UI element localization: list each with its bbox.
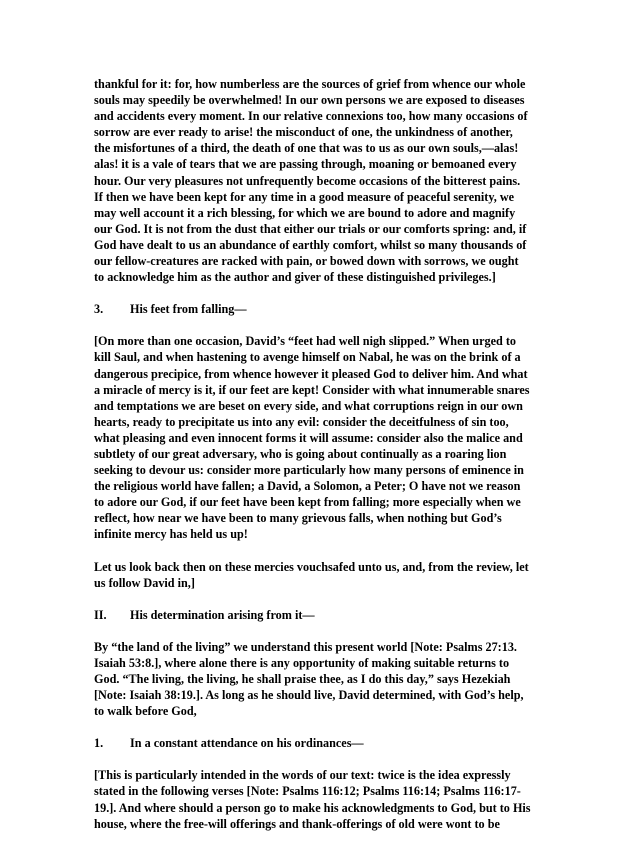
text-line: [This is particularly intended in the words of our text: twice is the idea expressly — [94, 768, 511, 783]
heading-text: His feet from falling— — [130, 302, 247, 317]
paragraph-look-back — [94, 559, 564, 591]
text-line: stated in the following verses [Note: Psalms 116:12; Psalms 116:14; Psalms 116:17- — [94, 784, 521, 799]
heading-number: 3. — [94, 302, 104, 317]
text-line: a miracle of mercy is it, if our feet are kept! Consider with what innumerable snares — [94, 382, 530, 397]
text-line: thankful for it: for, how numberless are the sources of grief from whence our whole — [94, 77, 526, 91]
paragraph-thankful — [94, 76, 564, 285]
text-line: the religious world have fallen; a David, a Solomon, a Peter; O have not we reason — [94, 479, 521, 494]
paragraph-land-of-living — [94, 639, 564, 719]
text-line: hearts, ready to precipitate us into any evil: consider the deceitfulness of sin too, — [94, 414, 509, 429]
text-line: seeking to devour us: consider more particularly how many persons of eminence in — [94, 463, 524, 478]
text-line: 19.]. And where should a person go to make his acknowledgments to God, but to His — [94, 800, 531, 815]
paragraph-feet — [94, 333, 564, 542]
text-line: Let us look back then on these mercies vouchsafed unto us, and, from the review, let — [94, 559, 529, 574]
heading-number: II. — [94, 607, 107, 622]
text-line: house, where the free-will offerings and thank-offerings of old were wont to be — [94, 816, 500, 831]
text-line: [Note: Isaiah 38:19.]. As long as he should live, David determined, with God’s help, — [94, 688, 524, 703]
text-line: us follow David in,] — [94, 575, 195, 590]
text-line: infinite mercy has held us up! — [94, 527, 248, 542]
text-line: and accidents every moment. In our relative connexions too, how many occasions of — [94, 109, 528, 124]
text-line: sorrow are ever ready to arise! the misconduct of one, the unkindness of another, — [94, 125, 513, 140]
text-line: God. “The living, the living, he shall praise thee, as I do this day,” says Hezekiah — [94, 672, 511, 686]
section-heading-ii — [94, 607, 564, 623]
text-line: our God. It is not from the dust that either our trials or our comforts spring: and, if — [94, 221, 527, 236]
text-line: God have dealt to us an abundance of earthly comfort, whilst so many thousands of — [94, 237, 527, 252]
text-line: to acknowledge him as the author and giver of these distinguished privileges.] — [94, 270, 496, 285]
text-line: reflect, how near we have been to many grievous falls, when nothing but God’s — [94, 511, 502, 526]
text-line: the misfortunes of a third, the death of one that was to us as our own souls,—alas! — [94, 141, 519, 156]
text-line: what pleasing and even innocent forms it will assume: consider also the malice and — [94, 430, 523, 445]
text-line: our fellow-creatures are racked with pain, or bowed down with sorrows, we ought — [94, 254, 519, 269]
text-line: to adore our God, if our feet have been kept from falling; more especially when we — [94, 495, 521, 510]
document-page — [94, 76, 564, 848]
text-line: and temptations we are beset on every side, and what corruptions reign in our own — [94, 398, 523, 413]
heading-number: 1. — [94, 736, 104, 751]
text-line: kill Saul, and when hastening to avenge himself on Nabal, he was on the brink of a — [94, 350, 521, 365]
text-line: hour. Our very pleasures not unfrequently become occasions of the bitterest pains. — [94, 173, 521, 188]
paragraph-ordinances — [94, 767, 564, 831]
text-line: Isaiah 53:8.], where alone there is any opportunity of making suitable returns to — [94, 655, 510, 670]
text-line: subtlety of our great adversary, who is going about continually as a roaring lion — [94, 446, 507, 461]
text-line: may well account it a rich blessing, for which we are bound to adore and magnify — [94, 205, 516, 220]
text-line: alas! it is a vale of tears that we are passing through, moaning or bemoaned every — [94, 157, 517, 172]
text-line: to walk before God, — [94, 704, 197, 719]
section-heading-1 — [94, 735, 564, 751]
text-line: [On more than one occasion, David’s “feet had well nigh slipped.” When urged to — [94, 334, 516, 349]
heading-text: His determination arising from it— — [130, 607, 315, 622]
text-line: dangerous precipice, from whence however it pleased God to deliver him. And what — [94, 366, 528, 381]
text-line: If then we have been kept for any time in a good measure of peaceful serenity, we — [94, 189, 515, 204]
heading-text: In a constant attendance on his ordinances— — [130, 736, 364, 751]
text-line: By “the land of the living” we understand this present world [Note: Psalms 27:13. — [94, 639, 517, 654]
text-line: souls may speedily be overwhelmed! In our own persons we are exposed to diseases — [94, 93, 525, 108]
section-heading-3 — [94, 301, 564, 317]
